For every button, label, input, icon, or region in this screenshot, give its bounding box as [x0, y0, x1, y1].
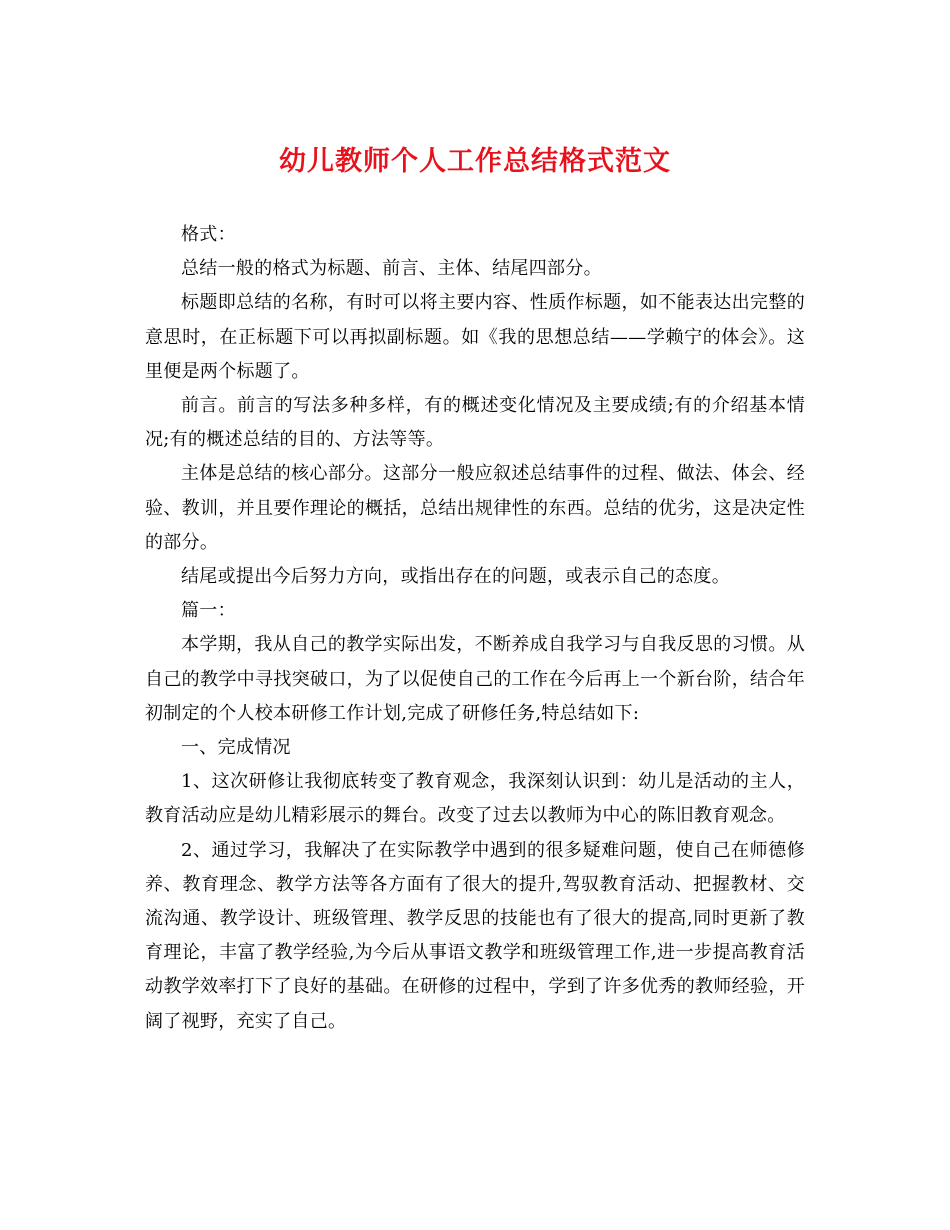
paragraph-format-overview: 总结一般的格式为标题、前言、主体、结尾四部分。 — [181, 258, 602, 280]
paragraph-ending-section: 结尾或提出今后努力方向，或指出存在的问题，或表示自己的态度。 — [181, 566, 730, 588]
paragraph-main-body-section: 主体是总结的核心部分。这部分一般应叙述总结事件的过程、做法、体会、经验、教训，并且要作理论的概括，总结出规律性的东西。总结的优劣，这是决定性的部分。 — [145, 463, 805, 553]
paragraph-article-intro: 本学期，我从自己的教学实际出发，不断养成自我学习与自我反思的习惯。从自己的教学中寻找突破口，为了以促使自己的工作在今后再上一个新台阶，结合年初制定的个人校本研修工作计划,完成了研修任务,特总结如下: — [145, 634, 805, 724]
paragraph-title-section: 标题即总结的名称，有时可以将主要内容、性质作标题，如不能表达出完整的意思时，在正标题下可以再拟副标题。如《我的思想总结——学赖宁的体会》。这里便是两个标题了。 — [145, 292, 805, 382]
document-title: 幼儿教师个人工作总结格式范文 — [279, 146, 671, 177]
paragraph-item-two: 2、通过学习，我解决了在实际教学中遇到的很多疑难问题，使自己在师德修养、教育理念、教学方法等各方面有了很大的提升,驾驭教育活动、把握教材、交流沟通、教学设计、班级管理、教学反思的技能也有了很大的提高,同时更新了教育理论，丰富了教学经验,为今后从事语文教学和班级管理工作,进一步提高教育活动教学效率打下了良好的基础。在研修的过程中，学到了许多优秀的教师经验，开阔了视野，充实了自己。 — [145, 839, 805, 1032]
paragraph-preface-section: 前言。前言的写法多种多样，有的概述变化情况及主要成绩;有的介绍基本情况;有的概述总结的目的、方法等等。 — [145, 395, 805, 451]
paragraph-article-one-label: 篇一： — [181, 600, 236, 622]
paragraph-item-one: 1、这次研修让我彻底转变了教育观念，我深刻认识到：幼儿是活动的主人，教育活动应是幼儿精彩展示的舞台。改变了过去以教师为中心的陈旧教育观念。 — [145, 771, 805, 827]
paragraph-completion-heading: 一、完成情况 — [181, 737, 291, 759]
paragraph-format-label: 格式： — [181, 224, 236, 245]
document-body — [145, 218, 805, 1039]
